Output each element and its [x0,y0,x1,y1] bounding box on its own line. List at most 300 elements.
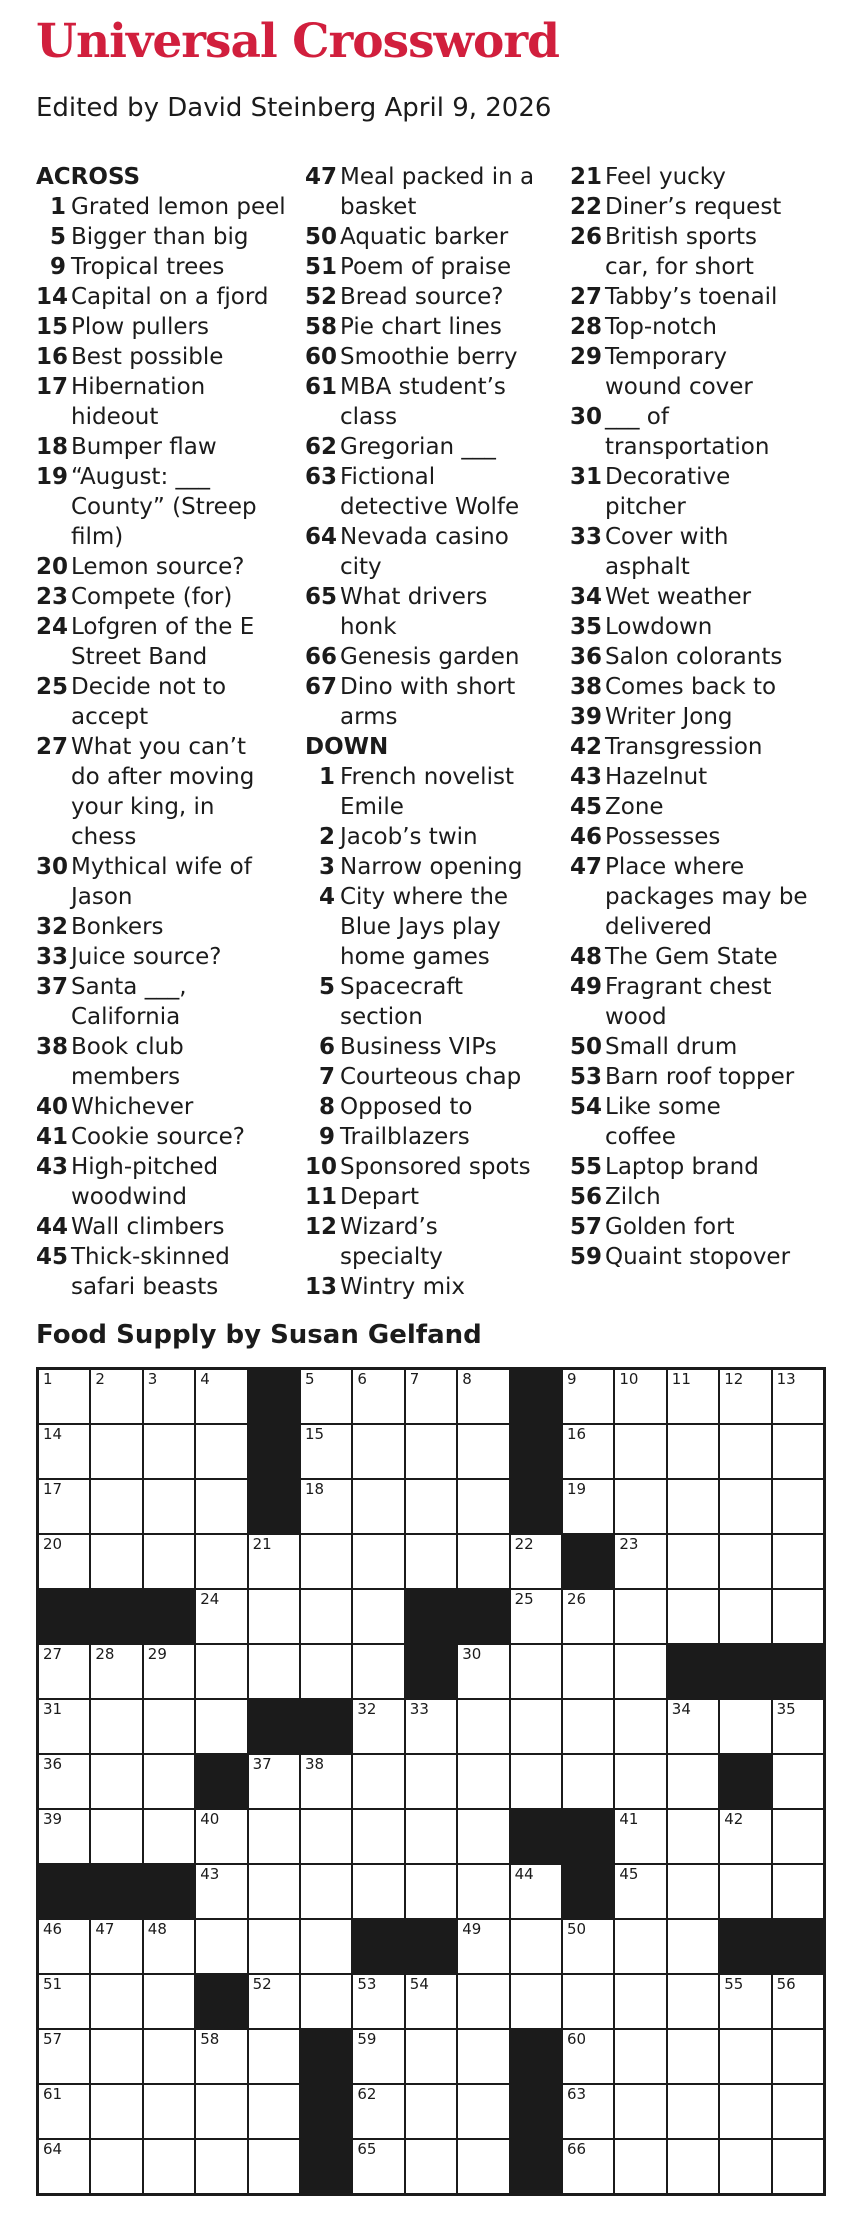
grid-cell[interactable] [301,1370,351,1423]
clue-down-39[interactable] [570,702,808,732]
grid-cell[interactable] [196,2085,246,2138]
grid-cell[interactable] [91,2085,141,2138]
grid-cell[interactable] [511,1590,561,1643]
clue-down-45[interactable] [570,792,808,822]
grid-cell[interactable] [668,1370,718,1423]
clue-across-43[interactable] [36,1152,286,1212]
grid-cell[interactable] [91,1975,141,2028]
grid-cell[interactable] [91,1645,141,1698]
grid-cell[interactable] [773,1425,823,1478]
grid-cell[interactable] [39,1480,89,1533]
clue-number: 14 [36,284,69,310]
clue-down-55[interactable] [570,1152,808,1182]
grid-cell[interactable] [353,1865,403,1918]
grid-cell[interactable] [91,1425,141,1478]
clue-across-27[interactable] [36,732,286,852]
grid-cell[interactable] [301,1425,351,1478]
cell-number: 64 [43,2140,63,2158]
clue-down-54[interactable] [570,1092,808,1152]
grid-cell[interactable] [615,1425,665,1478]
grid-cell[interactable] [91,1810,141,1863]
clue-text-line: Bread source? [340,284,504,310]
grid-cell[interactable] [144,1370,194,1423]
grid-cell[interactable] [353,1590,403,1643]
clue-down-35[interactable] [570,612,808,642]
clue-across-38[interactable] [36,1032,286,1092]
grid-cell[interactable] [249,1865,299,1918]
clue-across-60[interactable] [305,342,534,372]
grid-cell[interactable] [773,1755,823,1808]
grid-cell[interactable] [353,1370,403,1423]
clue-across-66[interactable] [305,642,534,672]
clue-number: 44 [36,1214,69,1240]
grid-cell[interactable] [458,1370,508,1423]
clue-down-2[interactable] [305,822,534,852]
grid-cell[interactable] [615,2085,665,2138]
grid-cell[interactable] [563,1590,613,1643]
grid-cell[interactable] [615,1590,665,1643]
grid-cell[interactable] [196,1645,246,1698]
grid-cell[interactable] [301,1755,351,1808]
grid-cell[interactable] [353,1755,403,1808]
clue-text-line: Decide not to [71,674,227,700]
grid-cell[interactable] [144,1700,194,1753]
clue-down-28[interactable] [570,312,808,342]
clue-across-64[interactable] [305,522,534,582]
grid-cell[interactable] [196,1425,246,1478]
grid-cell[interactable] [406,2140,456,2193]
grid-cell[interactable] [511,1920,561,1973]
clue-number: 13 [305,1274,338,1300]
grid-cell[interactable] [144,2085,194,2138]
grid-cell[interactable] [301,1865,351,1918]
clue-across-62[interactable] [305,432,534,462]
grid-cell[interactable] [144,1535,194,1588]
grid-cell[interactable] [406,1755,456,1808]
grid-cell[interactable] [196,1370,246,1423]
grid-cell[interactable] [615,1480,665,1533]
grid-cell[interactable] [91,1920,141,1973]
clue-across-18[interactable] [36,432,286,462]
grid-cell[interactable] [406,1425,456,1478]
grid-cell[interactable] [720,1535,770,1588]
grid-cell[interactable] [668,2140,718,2193]
grid-cell[interactable] [406,1700,456,1753]
grid-cell[interactable] [458,1535,508,1588]
grid-cell[interactable] [458,1480,508,1533]
grid-cell[interactable] [511,1700,561,1753]
grid-cell[interactable] [458,1755,508,1808]
clue-across-61[interactable] [305,372,534,432]
grid-cell[interactable] [249,1975,299,2028]
grid-cell[interactable] [39,2085,89,2138]
grid-cell[interactable] [563,2030,613,2083]
clue-down-42[interactable] [570,732,808,762]
clue-across-20[interactable] [36,552,286,582]
grid-cell[interactable] [720,1370,770,1423]
clue-across-23[interactable] [36,582,286,612]
clue-across-41[interactable] [36,1122,286,1152]
clue-number: 31 [570,464,603,490]
clue-across-45[interactable] [36,1242,286,1302]
grid-cell[interactable] [406,1370,456,1423]
clue-number: 34 [570,584,603,610]
clue-text-line: “August: ___ [71,464,210,490]
clue-down-33[interactable] [570,522,808,582]
grid-cell[interactable] [249,2140,299,2193]
grid-cell[interactable] [39,1645,89,1698]
grid-cell[interactable] [773,1700,823,1753]
grid-cell[interactable] [144,1810,194,1863]
grid-cell[interactable] [563,1425,613,1478]
grid-cell[interactable] [144,1425,194,1478]
grid-cell[interactable] [353,1645,403,1698]
grid-cell[interactable] [773,1590,823,1643]
grid-cell[interactable] [773,1480,823,1533]
cell-number: 37 [252,1755,272,1773]
grid-cell[interactable] [458,2140,508,2193]
clue-across-1[interactable] [36,192,286,222]
grid-cell[interactable] [39,1810,89,1863]
grid-cell[interactable] [406,1810,456,1863]
grid-cell[interactable] [563,2085,613,2138]
grid-cell[interactable] [668,1865,718,1918]
clue-down-3[interactable] [305,852,534,882]
cell-number: 33 [409,1700,429,1718]
grid-cell[interactable] [353,2140,403,2193]
grid-cell[interactable] [615,1535,665,1588]
grid-cell[interactable] [668,2030,718,2083]
cell-number: 61 [43,2085,63,2103]
clue-across-14[interactable] [36,282,286,312]
cell-number: 35 [776,1700,796,1718]
grid-cell[interactable] [720,1480,770,1533]
grid-cell[interactable] [196,2140,246,2193]
clue-across-16[interactable] [36,342,286,372]
clue-across-63[interactable] [305,462,534,522]
clue-down-36[interactable] [570,642,808,672]
grid-cell[interactable] [196,1480,246,1533]
grid-cell[interactable] [301,1920,351,1973]
grid-cell[interactable] [615,2030,665,2083]
clue-down-26[interactable] [570,222,808,282]
grid-cell[interactable] [563,1755,613,1808]
clue-across-58[interactable] [305,312,534,342]
clue-down-13[interactable] [305,1272,534,1302]
grid-cell[interactable] [615,1865,665,1918]
grid-cell[interactable] [511,1535,561,1588]
clue-text-line: specialty [340,1244,443,1270]
grid-cell[interactable] [39,1535,89,1588]
grid-cell[interactable] [773,2085,823,2138]
grid-cell[interactable] [301,1480,351,1533]
grid-cell[interactable] [511,1755,561,1808]
clue-down-59[interactable] [570,1242,808,1272]
clue-text-line: Salon colorants [605,644,783,670]
grid-cell[interactable] [720,1425,770,1478]
grid-cell[interactable] [249,2030,299,2083]
grid-cell[interactable] [301,1590,351,1643]
grid-cell[interactable] [353,1425,403,1478]
clue-down-10[interactable] [305,1152,534,1182]
grid-cell[interactable] [144,1975,194,2028]
grid-cell[interactable] [668,1590,718,1643]
clue-down-7[interactable] [305,1062,534,1092]
clue-across-5[interactable] [36,222,286,252]
cell-number: 26 [567,1590,587,1608]
black-square [511,1370,561,1423]
grid-cell[interactable] [39,1700,89,1753]
grid-cell[interactable] [196,1700,246,1753]
grid-cell[interactable] [511,1865,561,1918]
clue-text-line: Juice source? [71,944,222,970]
grid-cell[interactable] [353,1535,403,1588]
grid-cell[interactable] [301,1810,351,1863]
clue-across-47[interactable] [305,162,534,222]
clue-number: 52 [305,284,338,310]
clue-across-52[interactable] [305,282,534,312]
grid-cell[interactable] [91,2030,141,2083]
clue-down-8[interactable] [305,1092,534,1122]
clue-across-30[interactable] [36,852,286,912]
clue-text-line: Zone [605,794,664,820]
grid-cell[interactable] [39,1370,89,1423]
grid-cell[interactable] [563,1700,613,1753]
clue-across-40[interactable] [36,1092,286,1122]
grid-cell[interactable] [720,1810,770,1863]
clue-across-19[interactable] [36,462,286,552]
grid-cell[interactable] [458,1865,508,1918]
grid-cell[interactable] [773,1810,823,1863]
grid-cell[interactable] [458,2085,508,2138]
clue-down-48[interactable] [570,942,808,972]
clue-down-50[interactable] [570,1032,808,1062]
grid-cell[interactable] [458,1700,508,1753]
grid-cell[interactable] [144,2030,194,2083]
clue-across-33[interactable] [36,942,286,972]
grid-cell[interactable] [91,2140,141,2193]
clue-across-9[interactable] [36,252,286,282]
grid-cell[interactable] [144,1920,194,1973]
clue-down-29[interactable] [570,342,808,402]
clue-number: 45 [570,794,603,820]
grid-cell[interactable] [615,2140,665,2193]
grid-cell[interactable] [720,1590,770,1643]
clue-down-22[interactable] [570,192,808,222]
black-square [91,1865,141,1918]
grid-cell[interactable] [249,1645,299,1698]
grid-cell[interactable] [668,2085,718,2138]
clue-down-53[interactable] [570,1062,808,1092]
grid-cell[interactable] [668,1810,718,1863]
grid-cell[interactable] [353,2030,403,2083]
grid-cell[interactable] [39,2030,89,2083]
grid-cell[interactable] [353,1480,403,1533]
clue-down-31[interactable] [570,462,808,522]
clue-across-17[interactable] [36,372,286,432]
clue-text-line: city [340,554,382,580]
grid-cell[interactable] [249,1590,299,1643]
grid-cell[interactable] [39,2140,89,2193]
clue-down-30[interactable] [570,402,808,462]
grid-cell[interactable] [249,1535,299,1588]
grid-cell[interactable] [406,2030,456,2083]
clue-down-47[interactable] [570,852,808,942]
clue-down-21[interactable] [570,162,808,192]
clue-down-4[interactable] [305,882,534,972]
clue-down-1[interactable] [305,762,534,822]
clue-down-27[interactable] [570,282,808,312]
grid-cell[interactable] [668,1480,718,1533]
grid-cell[interactable] [196,1920,246,1973]
clue-across-44[interactable] [36,1212,286,1242]
clue-down-12[interactable] [305,1212,534,1272]
grid-cell[interactable] [720,2140,770,2193]
clue-across-32[interactable] [36,912,286,942]
clue-across-37[interactable] [36,972,286,1032]
clue-down-6[interactable] [305,1032,534,1062]
grid-cell[interactable] [615,1920,665,1973]
grid-cell[interactable] [144,2140,194,2193]
grid-cell[interactable] [406,1480,456,1533]
grid-cell[interactable] [249,2085,299,2138]
cell-number: 32 [357,1700,377,1718]
grid-cell[interactable] [353,1700,403,1753]
grid-cell[interactable] [773,1370,823,1423]
grid-cell[interactable] [91,1370,141,1423]
grid-cell[interactable] [91,1535,141,1588]
clue-text-line: The Gem State [605,944,778,970]
grid-cell[interactable] [406,1975,456,2028]
grid-cell[interactable] [301,1645,351,1698]
grid-cell[interactable] [563,2140,613,2193]
grid-cell[interactable] [563,1975,613,2028]
grid-cell[interactable] [773,1535,823,1588]
clue-across-65[interactable] [305,582,534,642]
clue-down-43[interactable] [570,762,808,792]
clue-down-46[interactable] [570,822,808,852]
grid-cell[interactable] [511,1975,561,2028]
clue-across-67[interactable] [305,672,534,732]
clue-down-5[interactable] [305,972,534,1032]
grid-cell[interactable] [720,1700,770,1753]
grid-cell[interactable] [144,1755,194,1808]
grid-cell[interactable] [668,1425,718,1478]
grid-cell[interactable] [615,1810,665,1863]
clue-across-51[interactable] [305,252,534,282]
grid-cell[interactable] [39,1920,89,1973]
grid-cell[interactable] [458,2030,508,2083]
grid-cell[interactable] [563,1920,613,1973]
clue-number: 66 [305,644,338,670]
grid-cell[interactable] [39,1755,89,1808]
grid-cell[interactable] [249,1810,299,1863]
clue-across-24[interactable] [36,612,286,672]
grid-cell[interactable] [563,1480,613,1533]
grid-cell[interactable] [196,1865,246,1918]
clue-down-57[interactable] [570,1212,808,1242]
clue-across-25[interactable] [36,672,286,732]
grid-cell[interactable] [39,1425,89,1478]
grid-cell[interactable] [39,1975,89,2028]
grid-cell[interactable] [144,1645,194,1698]
grid-cell[interactable] [196,1590,246,1643]
grid-cell[interactable] [668,1755,718,1808]
clue-down-11[interactable] [305,1182,534,1212]
grid-cell[interactable] [353,2085,403,2138]
clue-text-line: Tropical trees [71,254,225,280]
grid-cell[interactable] [353,1810,403,1863]
grid-cell[interactable] [353,1975,403,2028]
clue-text-line: Capital on a fjord [71,284,269,310]
grid-cell[interactable] [615,1370,665,1423]
grid-cell[interactable] [301,1975,351,2028]
clue-down-49[interactable] [570,972,808,1032]
grid-cell[interactable] [668,1920,718,1973]
clue-down-34[interactable] [570,582,808,612]
clue-down-38[interactable] [570,672,808,702]
grid-cell[interactable] [668,1700,718,1753]
grid-cell[interactable] [615,1755,665,1808]
grid-cell[interactable] [458,1920,508,1973]
grid-cell[interactable] [406,2085,456,2138]
grid-cell[interactable] [773,1975,823,2028]
cell-number: 30 [462,1645,482,1663]
clue-down-9[interactable] [305,1122,534,1152]
grid-cell[interactable] [458,1425,508,1478]
cell-number: 52 [252,1975,272,1993]
grid-cell[interactable] [720,2030,770,2083]
clue-across-15[interactable] [36,312,286,342]
grid-cell[interactable] [406,1535,456,1588]
grid-cell[interactable] [615,1645,665,1698]
grid-cell[interactable] [301,1535,351,1588]
grid-cell[interactable] [196,1810,246,1863]
cell-number: 34 [671,1700,691,1718]
grid-cell[interactable] [615,1700,665,1753]
grid-cell[interactable] [773,2140,823,2193]
grid-cell[interactable] [511,1645,561,1698]
grid-cell[interactable] [773,2030,823,2083]
grid-cell[interactable] [720,1865,770,1918]
grid-cell[interactable] [773,1865,823,1918]
grid-cell[interactable] [144,1480,194,1533]
grid-cell[interactable] [563,1370,613,1423]
grid-cell[interactable] [249,1920,299,1973]
grid-cell[interactable] [458,1810,508,1863]
grid-cell[interactable] [458,1975,508,2028]
clue-down-56[interactable] [570,1182,808,1212]
clue-text-line: Mythical wife of [71,854,252,880]
grid-cell[interactable] [615,1975,665,2028]
grid-cell[interactable] [668,1535,718,1588]
cell-number: 36 [43,1755,63,1773]
grid-cell[interactable] [563,1645,613,1698]
grid-cell[interactable] [91,1480,141,1533]
clue-text-line: Smoothie berry [340,344,518,370]
grid-cell[interactable] [720,2085,770,2138]
grid-cell[interactable] [196,2030,246,2083]
grid-cell[interactable] [196,1535,246,1588]
grid-cell[interactable] [91,1755,141,1808]
grid-cell[interactable] [720,1975,770,2028]
grid-cell[interactable] [406,1865,456,1918]
clue-across-50[interactable] [305,222,534,252]
grid-cell[interactable] [249,1755,299,1808]
grid-cell[interactable] [91,1700,141,1753]
grid-cell[interactable] [458,1645,508,1698]
grid-cell[interactable] [668,1975,718,2028]
